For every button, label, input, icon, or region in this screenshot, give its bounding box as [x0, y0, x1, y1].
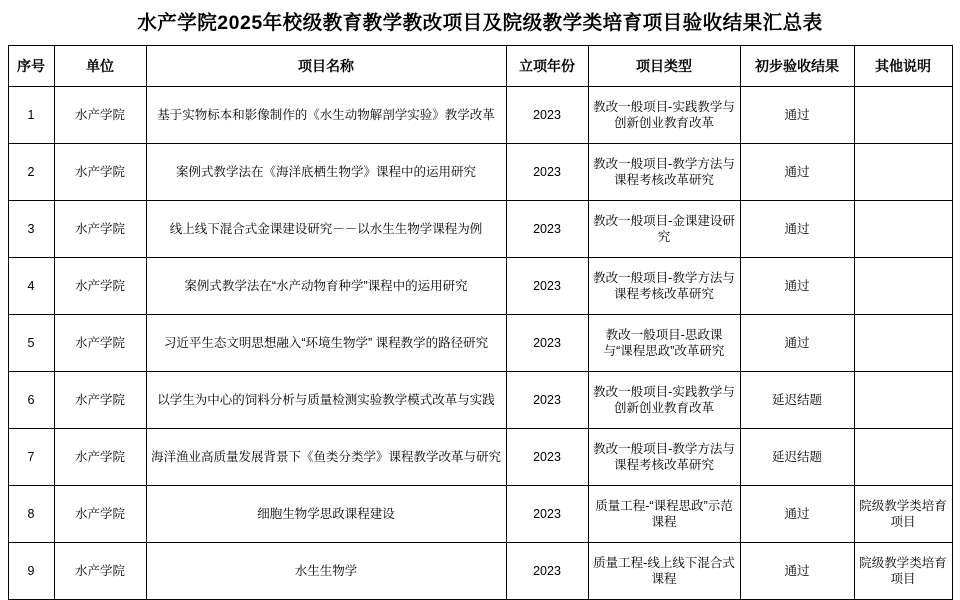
cell-project-type: 教改一般项目-实践教学与创新创业教育改革: [588, 87, 740, 144]
column-header-result: 初步验收结果: [740, 46, 854, 87]
table-row: [8, 258, 952, 315]
cell-unit: 水产学院: [54, 201, 146, 258]
table-row: [8, 315, 952, 372]
cell-result: 通过: [740, 258, 854, 315]
cell-year: 2023: [506, 87, 588, 144]
cell-result: 通过: [740, 315, 854, 372]
table-row: [8, 201, 952, 258]
cell-unit: 水产学院: [54, 144, 146, 201]
column-header-remarks: 其他说明: [854, 46, 952, 87]
cell-remarks: 院级教学类培育项目: [854, 486, 952, 543]
cell-unit: 水产学院: [54, 315, 146, 372]
cell-year: 2023: [506, 486, 588, 543]
column-header-project-name: 项目名称: [146, 46, 506, 87]
cell-project-type: 质量工程-线上线下混合式课程: [588, 543, 740, 600]
cell-project-name: 以学生为中心的饲料分析与质量检测实验教学模式改革与实践: [146, 372, 506, 429]
table-row: [8, 144, 952, 201]
cell-result: 延迟结题: [740, 372, 854, 429]
cell-project-name: 基于实物标本和影像制作的《水生动物解剖学实验》教学改革: [146, 87, 506, 144]
cell-unit: 水产学院: [54, 372, 146, 429]
cell-project-type: 教改一般项目-实践教学与创新创业教育改革: [588, 372, 740, 429]
cell-year: 2023: [506, 372, 588, 429]
acceptance-results-table: [8, 45, 953, 600]
table-row: [8, 372, 952, 429]
cell-year: 2023: [506, 543, 588, 600]
column-header-project-type: 项目类型: [588, 46, 740, 87]
cell-remarks: [854, 372, 952, 429]
cell-seq: 9: [8, 543, 54, 600]
cell-seq: 6: [8, 372, 54, 429]
table-row: [8, 543, 952, 600]
column-header-seq: 序号: [8, 46, 54, 87]
cell-year: 2023: [506, 429, 588, 486]
cell-project-name: 习近平生态文明思想融入“环境生物学” 课程教学的路径研究: [146, 315, 506, 372]
cell-project-type: 教改一般项目-教学方法与课程考核改革研究: [588, 144, 740, 201]
cell-seq: 7: [8, 429, 54, 486]
cell-project-name: 海洋渔业高质量发展背景下《鱼类分类学》课程教学改革与研究: [146, 429, 506, 486]
cell-project-type: 质量工程-“课程思政”示范课程: [588, 486, 740, 543]
cell-project-name: 线上线下混合式金课建设研究－－以水生生物学课程为例: [146, 201, 506, 258]
cell-project-name: 水生生物学: [146, 543, 506, 600]
cell-unit: 水产学院: [54, 87, 146, 144]
cell-remarks: [854, 144, 952, 201]
page-title: 水产学院2025年校级教育教学教改项目及院级教学类培育项目验收结果汇总表: [137, 12, 823, 34]
cell-unit: 水产学院: [54, 258, 146, 315]
cell-remarks: [854, 201, 952, 258]
cell-project-name: 细胞生物学思政课程建设: [146, 486, 506, 543]
cell-seq: 1: [8, 87, 54, 144]
table-header: [8, 46, 952, 87]
cell-project-type: 教改一般项目-思政课与“课程思政”改革研究: [588, 315, 740, 372]
cell-unit: 水产学院: [54, 429, 146, 486]
cell-project-type: 教改一般项目-教学方法与课程考核改革研究: [588, 429, 740, 486]
cell-remarks: 院级教学类培育项目: [854, 543, 952, 600]
cell-result: 通过: [740, 543, 854, 600]
cell-year: 2023: [506, 258, 588, 315]
cell-year: 2023: [506, 144, 588, 201]
cell-year: 2023: [506, 315, 588, 372]
cell-unit: 水产学院: [54, 486, 146, 543]
cell-project-name: 案例式教学法在《海洋底栖生物学》课程中的运用研究: [146, 144, 506, 201]
cell-remarks: [854, 258, 952, 315]
table-row: [8, 486, 952, 543]
cell-seq: 8: [8, 486, 54, 543]
table-header-row: [8, 46, 952, 87]
cell-result: 通过: [740, 87, 854, 144]
cell-project-type: 教改一般项目-教学方法与课程考核改革研究: [588, 258, 740, 315]
cell-result: 通过: [740, 486, 854, 543]
cell-seq: 4: [8, 258, 54, 315]
cell-remarks: [854, 429, 952, 486]
cell-year: 2023: [506, 201, 588, 258]
cell-unit: 水产学院: [54, 543, 146, 600]
column-header-year: 立项年份: [506, 46, 588, 87]
cell-result: 延迟结题: [740, 429, 854, 486]
cell-result: 通过: [740, 144, 854, 201]
cell-seq: 5: [8, 315, 54, 372]
table-row: [8, 429, 952, 486]
cell-project-name: 案例式教学法在“水产动物育种学”课程中的运用研究: [146, 258, 506, 315]
cell-remarks: [854, 87, 952, 144]
cell-seq: 3: [8, 201, 54, 258]
cell-project-type: 教改一般项目-金课建设研究: [588, 201, 740, 258]
table-body: [8, 87, 952, 600]
cell-remarks: [854, 315, 952, 372]
table-row: [8, 87, 952, 144]
cell-result: 通过: [740, 201, 854, 258]
column-header-unit: 单位: [54, 46, 146, 87]
cell-seq: 2: [8, 144, 54, 201]
